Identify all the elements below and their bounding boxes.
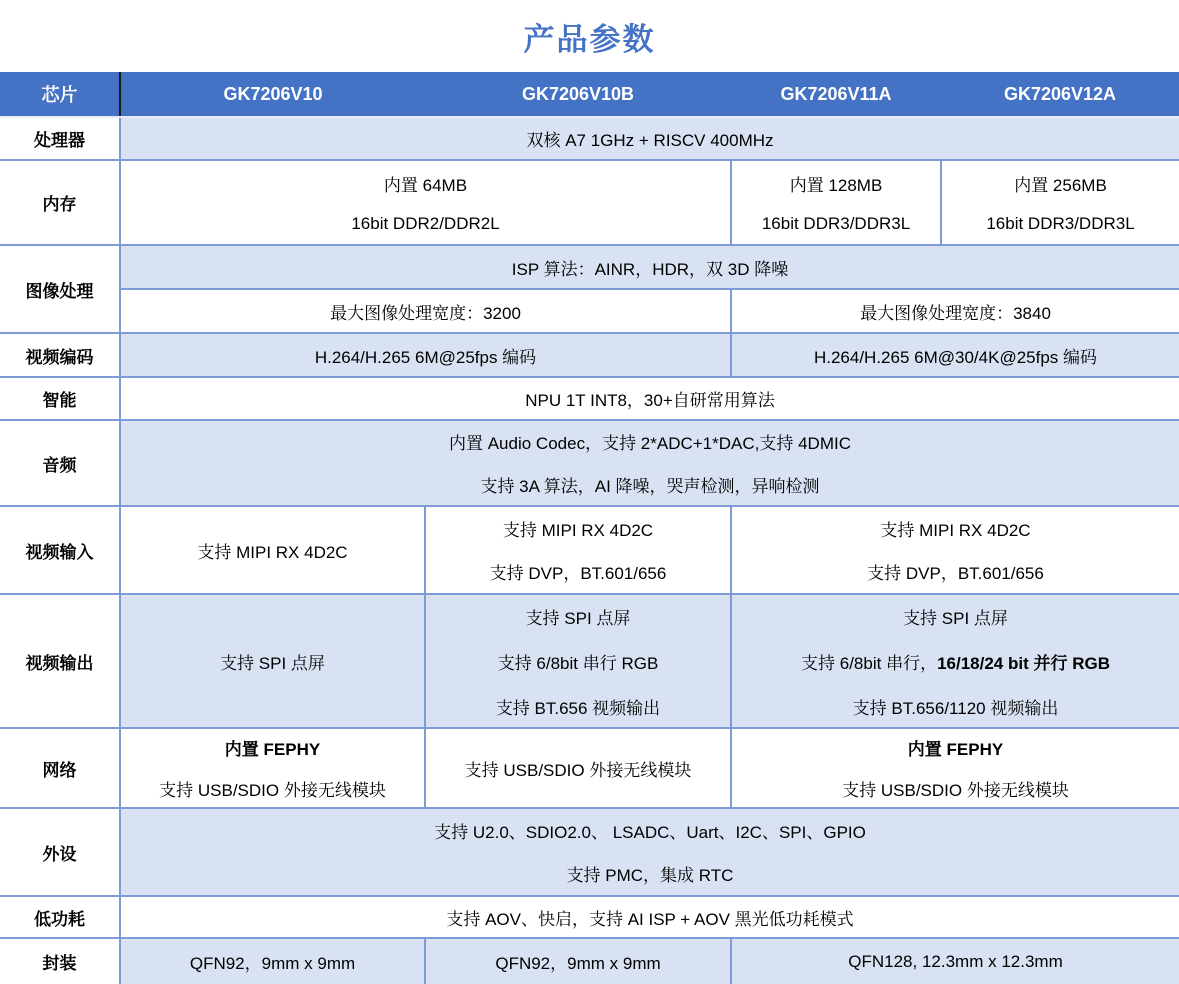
row-package — [0, 938, 1179, 984]
cell-low-power-all: 支持 AOV、快启，支持 AI ISP + AOV 黑光低功耗模式 — [120, 896, 1179, 938]
cell-video-output-v10b — [425, 594, 731, 728]
header-cell-chip-label: 芯片 — [0, 72, 120, 117]
row-image-processing-maxwidth — [0, 289, 1179, 333]
cell-line-normal: 支持 6/8bit 串行， — [801, 653, 938, 673]
cell-line: 内置 256MB — [1014, 176, 1107, 195]
cell-line-bold: 16/18/24 bit 并行 RGB — [937, 653, 1110, 673]
row-low-power — [0, 896, 1179, 938]
cell-memory-v12a — [941, 160, 1179, 245]
cell-line: 支持 DVP，BT.601/656 — [489, 564, 667, 583]
spec-table — [0, 72, 1179, 984]
column-header-gk7206v10: GK7206V10 — [120, 72, 425, 117]
row-label-image-processing: 图像处理 — [0, 245, 120, 333]
cell-line: 支持 6/8bit 串行 RGB — [497, 653, 659, 673]
row-label-package: 封装 — [0, 938, 120, 984]
row-label-peripherals: 外设 — [0, 808, 120, 896]
cell-video-input-v11a-v12a — [731, 506, 1179, 594]
row-label-processor: 处理器 — [0, 117, 120, 160]
cell-line: 支持 DVP，BT.601/656 — [867, 564, 1044, 583]
cell-video-output-v10: 支持 SPI 点屏 — [120, 594, 425, 728]
cell-network-v10 — [120, 728, 425, 808]
cell-line — [801, 649, 1110, 674]
row-label-video-encoding: 视频编码 — [0, 333, 120, 377]
cell-line: 内置 FEPHY — [224, 740, 321, 759]
row-label-low-power: 低功耗 — [0, 896, 120, 938]
cell-line: 支持 PMC，集成 RTC — [566, 866, 734, 885]
cell-processor-all: 双核 A7 1GHz + RISCV 400MHz — [120, 117, 1179, 160]
row-image-processing-isp — [0, 245, 1179, 289]
cell-encoding-v11a-v12a: H.264/H.265 6M@30/4K@25fps 编码 — [731, 333, 1179, 377]
row-video-input — [0, 506, 1179, 594]
cell-package-v10b: QFN92，9mm x 9mm — [425, 938, 731, 984]
cell-package-v11a-v12a: QFN128, 12.3mm x 12.3mm — [731, 938, 1179, 984]
cell-line: 支持 USB/SDIO 外接无线模块 — [842, 781, 1069, 800]
cell-line: 内置 64MB — [383, 176, 468, 195]
cell-video-output-v11a-v12a — [731, 594, 1179, 728]
cell-maxwidth-v11a-v12a: 最大图像处理宽度：3840 — [731, 289, 1179, 333]
row-processor — [0, 117, 1179, 160]
row-label-ai: 智能 — [0, 377, 120, 420]
row-network — [0, 728, 1179, 808]
row-audio — [0, 420, 1179, 506]
page-title: 产品参数 — [523, 21, 656, 57]
cell-line: 内置 128MB — [789, 176, 883, 195]
cell-line: 支持 BT.656 视频输出 — [495, 698, 661, 718]
cell-memory-v11a — [731, 160, 941, 245]
row-memory — [0, 160, 1179, 245]
cell-encoding-v10-v10b: H.264/H.265 6M@25fps 编码 — [120, 333, 731, 377]
cell-line: 支持 USB/SDIO 外接无线模块 — [159, 781, 386, 800]
row-label-audio: 音频 — [0, 420, 120, 506]
row-ai — [0, 377, 1179, 420]
cell-line: 支持 SPI 点屏 — [525, 608, 631, 628]
cell-package-v10: QFN92，9mm x 9mm — [120, 938, 425, 984]
cell-line: 内置 Audio Codec，支持 2*ADC+1*DAC,支持 4DMIC — [449, 434, 851, 453]
row-video-output — [0, 594, 1179, 728]
column-header-gk7206v10b: GK7206V10B — [425, 72, 731, 117]
column-header-gk7206v12a: GK7206V12A — [941, 72, 1179, 117]
cell-line: 内置 FEPHY — [907, 740, 1004, 759]
column-header-gk7206v11a: GK7206V11A — [731, 72, 941, 117]
row-label-network: 网络 — [0, 728, 120, 808]
cell-line: 支持 BT.656/1120 视频输出 — [852, 698, 1059, 718]
cell-line: 16bit DDR3/DDR3L — [986, 214, 1135, 233]
row-video-encoding — [0, 333, 1179, 377]
cell-line: 支持 MIPI RX 4D2C — [880, 521, 1031, 540]
cell-ai-all: NPU 1T INT8，30+自研常用算法 — [120, 377, 1179, 420]
cell-line: 支持 3A 算法，AI 降噪，哭声检测，异响检测 — [480, 477, 820, 496]
cell-audio-all — [120, 420, 1179, 506]
cell-isp-algorithms: ISP 算法：AINR，HDR，双 3D 降噪 — [120, 245, 1179, 289]
cell-video-input-v10b — [425, 506, 731, 594]
header-row — [0, 72, 1179, 117]
cell-line: 支持 MIPI RX 4D2C — [502, 521, 654, 540]
cell-network-v11a-v12a — [731, 728, 1179, 808]
cell-network-v10b: 支持 USB/SDIO 外接无线模块 — [425, 728, 731, 808]
cell-line: 支持 SPI 点屏 — [903, 608, 1008, 628]
row-label-memory: 内存 — [0, 160, 120, 245]
cell-line: 16bit DDR2/DDR2L — [351, 214, 500, 233]
cell-peripherals-all — [120, 808, 1179, 896]
cell-memory-v10-v10b — [120, 160, 731, 245]
cell-line: 支持 U2.0、SDIO2.0、 LSADC、Uart、I2C、SPI、GPIO — [434, 823, 866, 842]
row-label-video-input: 视频输入 — [0, 506, 120, 594]
cell-video-input-v10: 支持 MIPI RX 4D2C — [120, 506, 425, 594]
row-peripherals — [0, 808, 1179, 896]
cell-line: 16bit DDR3/DDR3L — [761, 214, 911, 233]
row-label-video-output: 视频输出 — [0, 594, 120, 728]
cell-maxwidth-v10-v10b: 最大图像处理宽度：3200 — [120, 289, 731, 333]
